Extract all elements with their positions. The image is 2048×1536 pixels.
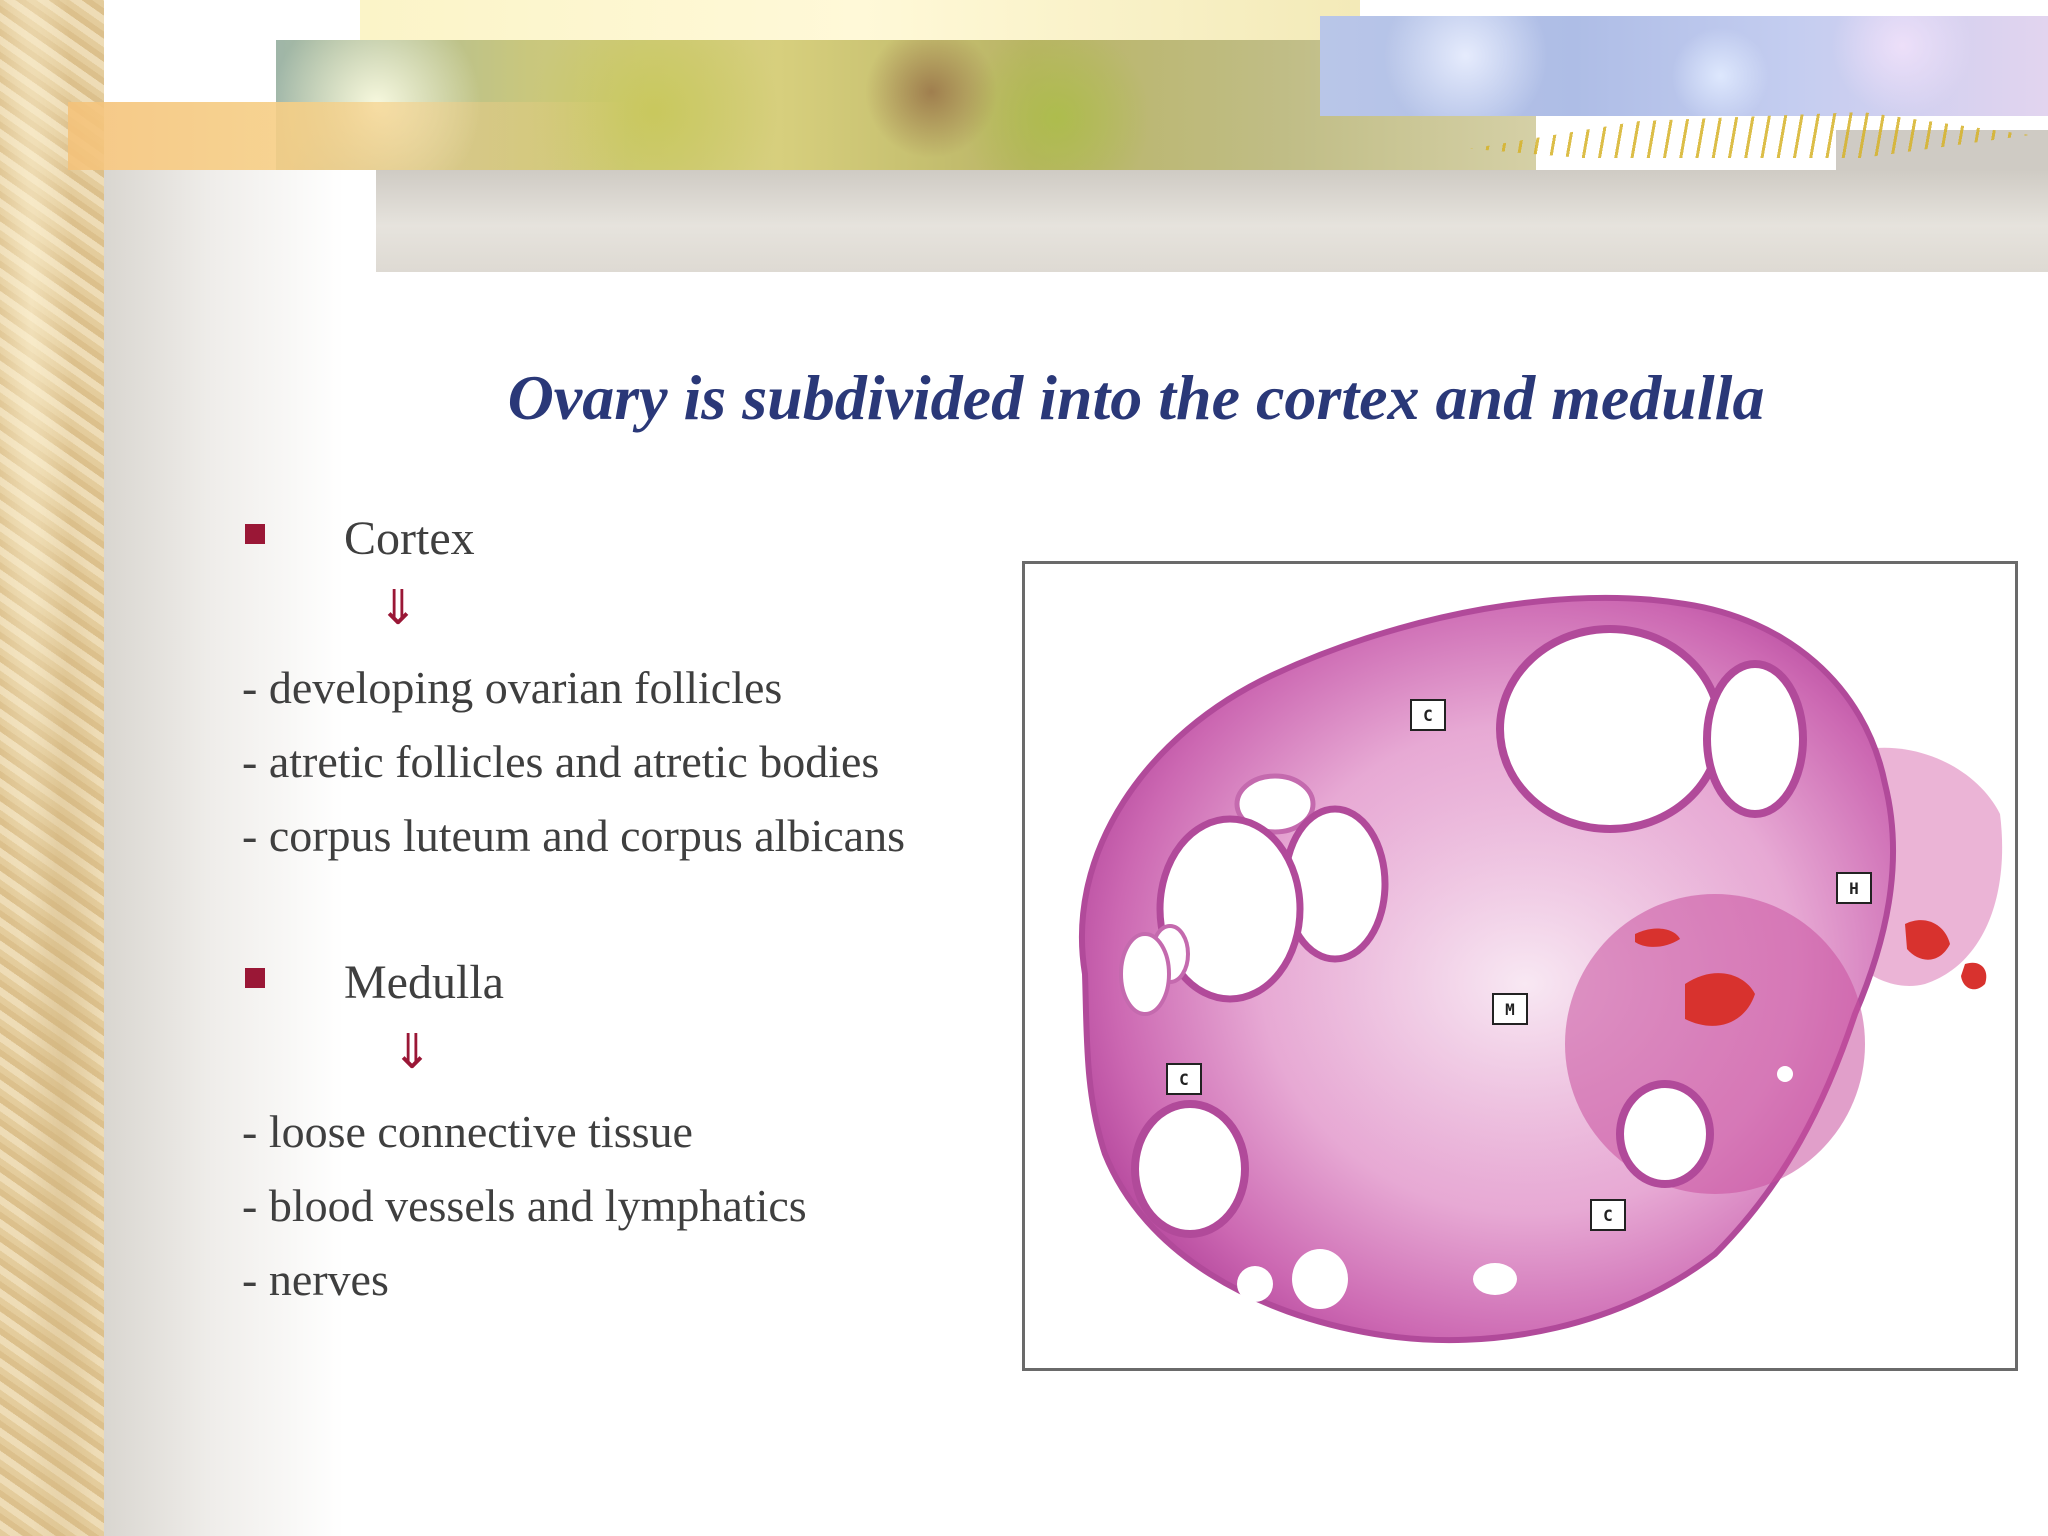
- section-heading-cortex: Cortex: [344, 512, 475, 565]
- figure-label-text: M: [1505, 1000, 1515, 1019]
- figure-label-text: H: [1849, 879, 1859, 898]
- list-item: - nerves: [242, 1254, 389, 1305]
- list-item: - blood vessels and lymphatics: [242, 1180, 807, 1231]
- list-item: - loose connective tissue: [242, 1106, 693, 1157]
- banner-orange-strip: [68, 102, 628, 170]
- ovary-micrograph: [1022, 561, 2018, 1371]
- section-heading-medulla: Medulla: [344, 956, 504, 1009]
- figure-label: [1493, 994, 1527, 1024]
- down-arrow-icon: ⇓: [392, 1024, 433, 1080]
- ovary-micrograph-drawing: [1025, 564, 2015, 1368]
- bullet-icon: [245, 968, 265, 988]
- figure-label: [1167, 1064, 1201, 1094]
- banner-grey-band: [376, 170, 2048, 272]
- figure-label-text: C: [1423, 706, 1433, 725]
- down-arrow-icon: ⇓: [378, 580, 419, 636]
- figure-label-text: C: [1179, 1070, 1189, 1089]
- figure-label: [1591, 1200, 1625, 1230]
- list-item: - corpus luteum and corpus albicans: [242, 810, 905, 861]
- figure-label-text: C: [1603, 1206, 1613, 1225]
- figure-label: [1411, 700, 1445, 730]
- list-item: - developing ovarian follicles: [242, 662, 783, 713]
- slide-title: Ovary is subdivided into the cortex and medulla: [507, 362, 1765, 433]
- banner-blue-flowers-image: [1320, 16, 2048, 116]
- parchment-stripe: [0, 0, 104, 1536]
- bullet-icon: [245, 524, 265, 544]
- figure-label: [1837, 873, 1871, 903]
- list-item: - atretic follicles and atretic bodies: [242, 736, 880, 787]
